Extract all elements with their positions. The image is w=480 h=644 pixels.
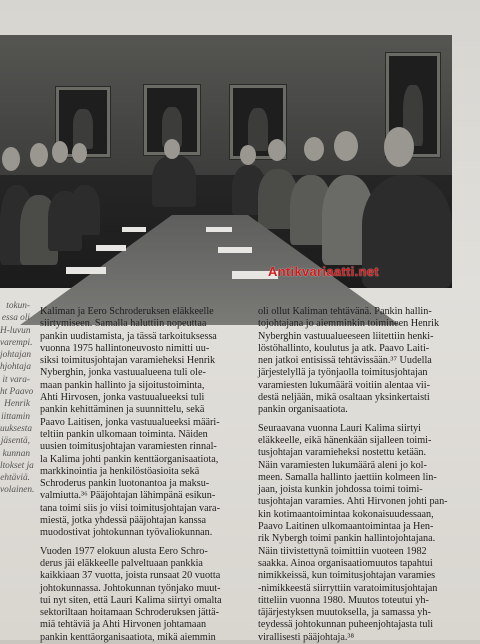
caption-line: essa oli xyxy=(1,313,30,324)
body-text-left-column xyxy=(40,306,236,644)
text-line: täjärjestyksen muutoksella, ja samassa yh- xyxy=(258,607,431,619)
paragraph xyxy=(258,306,456,417)
text-line: pankin uudistamista, ja tässä tarkoituksessa xyxy=(40,330,217,342)
text-line: pankin kenttäorganisaatiota, mikä aiemmin xyxy=(40,631,216,643)
caption-line: H-luvun xyxy=(0,325,31,336)
person-head xyxy=(304,137,324,161)
text-line: sektoriltaan hoitamaan Schroderuksen jättä- xyxy=(40,607,220,619)
person-head xyxy=(2,147,20,171)
caption-line: tokun- xyxy=(6,301,30,311)
text-line: pankin organisaatiota. xyxy=(258,404,348,416)
caption-line: uuksesta xyxy=(0,423,33,434)
text-line: tusjohtajan varamies. Ahti Hirvonen johti pan- xyxy=(258,496,448,508)
text-line: löstöhallinto, koulutus ja atk. Paavo Laiti- xyxy=(258,342,430,354)
text-line: järjestelyllä ja työnjaolla toimitusjohtajan xyxy=(258,367,428,379)
caption-line: ehtäviä. xyxy=(0,473,30,484)
text-line: derus jäi eläkkeelle palveltuaan pankkia xyxy=(40,557,203,569)
watermark-text: Antikvariaatti.net xyxy=(268,264,379,279)
paragraph xyxy=(40,546,236,644)
text-line: destä neljään, mikä osaltaan yksinkertaisti xyxy=(258,392,430,404)
caption-line: volainen. xyxy=(0,485,35,496)
text-line: Paavo Laitinen ulkomaantoimintaa ja Hen- xyxy=(258,521,434,533)
text-line: nen jatkoi entisissä tehtävissään.³⁷ Uudella xyxy=(258,355,432,367)
caption-line: kunnan xyxy=(2,448,30,459)
text-line: pankin kehittäminen ja suunnittelu, sekä xyxy=(40,404,205,416)
person-head xyxy=(384,127,414,167)
text-line: varamiesten lukumäärä voitiin alentaa vii- xyxy=(258,379,430,391)
text-line: Nyberghin, jonka vastuualueena tuli ole- xyxy=(40,367,206,379)
caption-line: ht Paavo xyxy=(0,387,34,398)
text-line: Ahti Hirvosen, jonka vastuualueeksi tuli xyxy=(40,392,205,404)
text-line: Näin tiivistettynä toimittiin vuoteen 1982 xyxy=(258,545,427,557)
text-line: titteliin vuonna 1980. Muutos toteutui yh- xyxy=(258,594,429,606)
text-line: Kaliman ja Eero Schroderuksen eläkkeelle xyxy=(40,306,214,317)
caption-line: varempi. xyxy=(0,337,33,348)
text-line: saakka. Ainoa organisaatiomuutos tapahtui xyxy=(258,557,433,569)
paper-on-table xyxy=(122,227,146,232)
paper-on-table xyxy=(96,245,126,251)
person-head xyxy=(164,139,180,159)
text-line: teltiin pankin ulkomaan toiminta. Näiden xyxy=(40,428,208,440)
text-line: miestä, jotka yhdessä pääjohtajan kanssa xyxy=(40,515,207,527)
caption-line: johtajan xyxy=(0,350,31,361)
text-line: Vuoden 1977 elokuun alusta Eero Schro- xyxy=(40,545,208,557)
text-line: Seuraavana vuonna Lauri Kalima siirtyi xyxy=(258,422,421,434)
person-silhouette xyxy=(70,185,100,235)
text-line: virallisesti pääjohtaja.³⁸ xyxy=(258,631,355,643)
text-line: -nimikkeestä siirryttiin varatoimitusjohtajan xyxy=(258,582,438,594)
text-line: rik Nybergh toimi pankin hallintojohtajana. xyxy=(258,533,436,545)
text-line: siirtymiseen. Samalla haluttiin nopeuttaa xyxy=(40,318,207,330)
text-line: tana toimi siis jo viisi toimitusjohtajan vara- xyxy=(40,502,220,514)
text-line: meen. Samalla hallinto jaettiin kolmeen lin- xyxy=(258,471,437,483)
body-text-right-column xyxy=(258,306,456,644)
boardroom-photo xyxy=(0,35,452,288)
margin-caption xyxy=(0,300,35,497)
person-head xyxy=(52,141,68,163)
person-head xyxy=(334,131,358,161)
text-line: tojohtajana jo aiemminkin toimineen Henrik xyxy=(258,318,440,330)
text-line: tui nyt siten, että Lauri Kalima siirtyi omalta xyxy=(40,594,222,606)
text-line: Paavo Laitisen, jonka vastuualueeksi määri- xyxy=(40,416,220,428)
text-line: markkinointia ja henkilöstöasioita sekä xyxy=(40,465,200,477)
paragraph xyxy=(258,423,456,644)
text-line: johtokunnassa. Johtokunnan työnjako muut- xyxy=(40,582,221,594)
paragraph xyxy=(40,306,236,540)
caption-line: Henrik xyxy=(4,399,30,410)
text-line: Schroderus pankin luotonantoa ja maksu- xyxy=(40,478,210,490)
paper-on-table xyxy=(66,267,106,274)
text-line: Nyberghin vastuualueeseen liitettiin henki- xyxy=(258,330,434,342)
person-head xyxy=(72,143,87,163)
text-line: siksi toimitusjohtajan varamieheksi Henrik xyxy=(40,355,216,367)
paper-on-table xyxy=(206,227,232,232)
text-line: kin kotimaantoimintaa kokonaisuudessaan, xyxy=(258,508,434,520)
text-line: oli ollut Kaliman tehtävänä. Pankin hallin- xyxy=(258,306,432,317)
caption-line: jäsentä, xyxy=(0,436,30,447)
text-line: maan pankin hallinto ja sijoitustoiminta, xyxy=(40,379,205,391)
text-line: teydessä johtokunnan puheenjohtajasta tuli xyxy=(258,619,434,631)
text-line: jaan, joista kunkin johdossa toimi toimi- xyxy=(258,484,423,496)
person-head xyxy=(240,145,256,165)
text-line: tusjohtajan varamieheksi nostettu ketään. xyxy=(258,447,427,459)
caption-line: hjohtaja xyxy=(0,362,31,373)
text-line: eläkkeelle, eikä hänenkään sijalleen toimi- xyxy=(258,434,432,446)
text-line: miä tehtäviä ja Ahti Hirvonen johtamaan xyxy=(40,619,207,631)
person-silhouette xyxy=(152,155,196,207)
text-line: muodostivat johtokunnan työvaliokunnan. xyxy=(40,527,213,539)
caption-line: it vara- xyxy=(2,374,30,385)
text-line: uusien toimitusjohtajan varamiesten rinnal- xyxy=(40,441,217,453)
text-line: Näin varamiesten lukumäärä aleni jo kol- xyxy=(258,459,427,471)
text-line: la Kalima johti pankin kenttäorganisaatiota, xyxy=(40,453,219,465)
person-head xyxy=(30,143,48,167)
caption-line: iittamin xyxy=(1,411,30,422)
text-line: vuonna 1975 hallintoneuvosto nimitti uu- xyxy=(40,342,210,354)
text-line: valmiutta.³⁶ Pääjohtajan lähimpänä esikun- xyxy=(40,490,216,502)
person-head xyxy=(268,139,286,161)
paper-on-table xyxy=(218,247,252,253)
text-line: nimikkeissä, kun toimitusjohtajan varamies xyxy=(258,570,436,582)
text-line: kaikkiaan 37 vuotta, joista runsaat 20 vuotta xyxy=(40,570,221,582)
caption-line: ltokset ja xyxy=(0,460,34,471)
